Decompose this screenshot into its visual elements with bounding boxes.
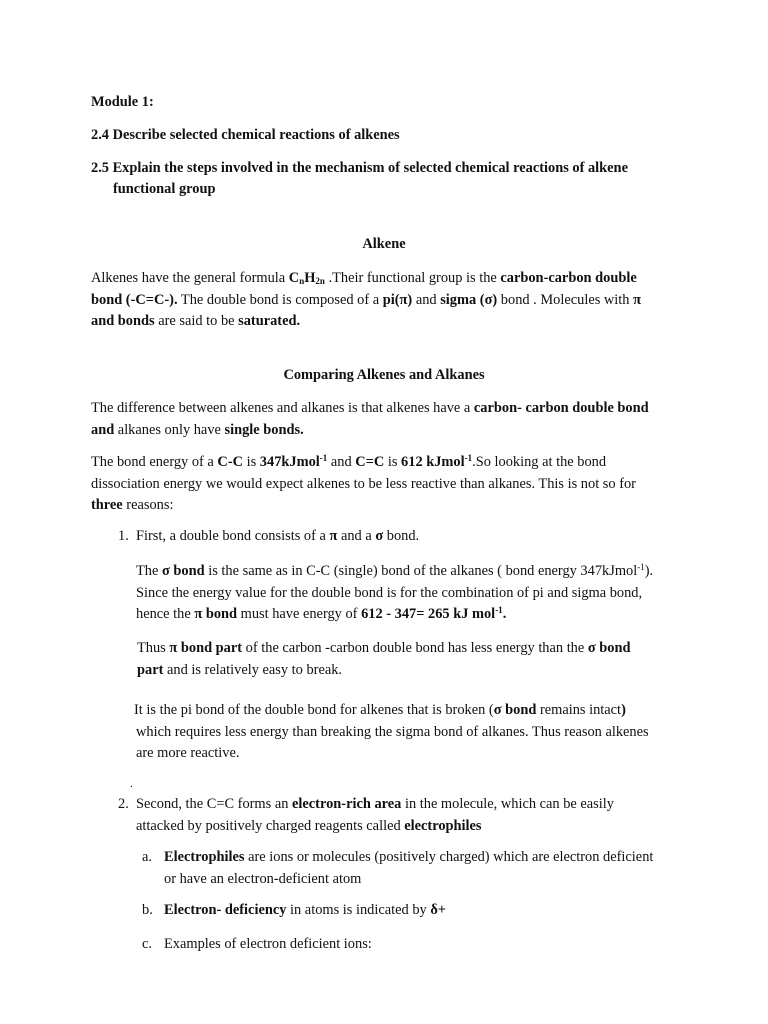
reason-1-text: First, a double bond consists of a π and a σ bond. — [136, 528, 420, 544]
pi-broken-paragraph: It is the pi bond of the double bond for alkenes that is broken (σ bond remains intact) which requires less energy than breaking the sigma bond of alkanes. Thus reason alkenes are more reactive. — [134, 702, 649, 761]
objective-2-5-line1: 2.5 Explain the steps involved in the mechanism of selected chemical reactions of alkene — [91, 160, 628, 176]
sigma-bond-paragraph: The σ bond is the same as in C-C (single) bond of the alkanes ( bond energy 347kJmol$^{-1}$). Since the energy value for the double bond is for the combination of pi and sigma bond, hence the π bond must have energy of 612 - 347= 265 kJ mol$^{-1}$. — [136, 562, 654, 622]
item-c-text: Examples of electron deficient ions: — [164, 936, 372, 952]
objective-2-5-line2: functional group — [113, 181, 216, 197]
reason-1-number: 1. — [118, 528, 129, 544]
reason-2-text: Second, the C=C forms an electron-rich area in the molecule, which can be easily attacked by positively charged reagents called electrophiles — [136, 796, 614, 834]
bond-energy-paragraph: The bond energy of a C-C is 347kJmol$^{-1}$ and C=C is 612 kJmol$^{-1}$.So looking at the bond dissociation energy we would expect alkenes to be less reactive than alkanes. This is not so for three reasons: — [91, 453, 636, 513]
item-c-letter: c. — [142, 936, 152, 952]
pi-bond-paragraph: Thus π bond part of the carbon -carbon double bond has less energy than the σ bond part and is relatively easy to break. — [137, 640, 631, 678]
item-a-text: Electrophiles are ions or molecules (positively charged) which are electron deficient or have an electron-deficient atom — [164, 849, 654, 887]
item-a-letter: a. — [142, 849, 152, 865]
item-b-text: Electron- deficiency in atoms is indicated by δ+ — [164, 902, 446, 918]
difference-paragraph: The difference between alkenes and alkanes is that alkenes have a carbon- carbon double bond and alkanes only have single bonds. — [91, 400, 649, 438]
alkene-paragraph: Alkenes have the general formula $C_nH_{2n}$ .Their functional group is the carbon-carbon double bond (-C=C-). The double bond is composed of a pi(π) and sigma (σ) bond . Molecules with π and bonds are said to be saturated. — [91, 270, 641, 329]
stray-dot: . — [130, 778, 133, 790]
section-title-comparing: Comparing Alkenes and Alkanes — [283, 367, 485, 383]
section-title-alkene: Alkene — [362, 236, 406, 252]
item-b-letter: b. — [142, 902, 153, 918]
reason-2-number: 2. — [118, 796, 129, 812]
module-label: Module 1: — [91, 94, 154, 110]
objective-2-4: 2.4 Describe selected chemical reactions of alkenes — [91, 127, 400, 143]
